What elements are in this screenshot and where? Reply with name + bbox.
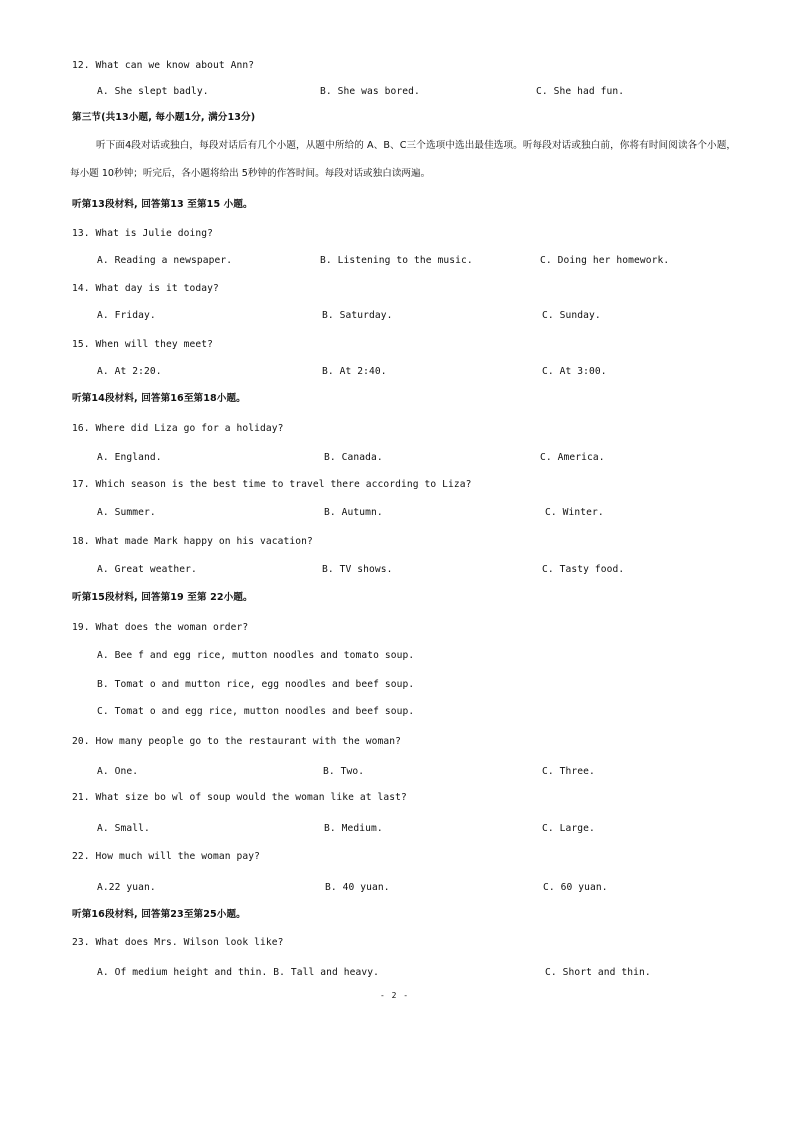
question-21-option-c: C. Large. [542,823,595,834]
question-18-option-c: C. Tasty food. [542,564,625,575]
question-12-stem: 12. What can we know about Ann? [72,60,255,71]
question-14-stem: 14. What day is it today? [72,283,219,294]
question-19-option-c: C. Tomat o and egg rice, mutton noodles and beef soup. [97,706,415,717]
question-20-option-a: A. One. [97,766,139,777]
section-3-title: 第三节(共13小题, 每小题1分, 满分13分) [72,112,256,123]
question-12-option-b: B. She was bored. [320,86,420,97]
question-13-option-b: B. Listening to the music. [320,255,473,266]
section-3-instructions: 听下面4段对话或独白，每段对话后有几个小题，从题中所给的 A、B、C三个选项中选出最佳选项。听每段对话或独白前，你将有时间阅读各个小题，每小题 10秒钟；听完后，各小题将给出 5秒钟的作答时间。每段对话或独白读两遍。 [70,140,736,179]
question-17-option-c: C. Winter. [545,507,604,518]
question-16-option-a: A. England. [97,452,162,463]
question-22-option-b: B. 40 yuan. [325,882,390,893]
material-14-heading: 听第14段材料, 回答第16至第18小题。 [72,393,246,404]
question-13-option-a: A. Reading a newspaper. [97,255,233,266]
question-20-stem: 20. How many people go to the restaurant with the woman? [72,736,402,747]
question-21-option-a: A. Small. [97,823,150,834]
question-13-option-c: C. Doing her homework. [540,255,670,266]
question-18-option-a: A. Great weather. [97,564,197,575]
question-16-option-b: B. Canada. [324,452,383,463]
question-16-option-c: C. America. [540,452,605,463]
question-18-stem: 18. What made Mark happy on his vacation? [72,536,313,547]
question-17-option-a: A. Summer. [97,507,156,518]
question-12-option-c: C. She had fun. [536,86,625,97]
question-15-stem: 15. When will they meet? [72,339,214,350]
page-number: - 2 - [380,991,410,1000]
question-20-option-c: C. Three. [542,766,595,777]
question-21-stem: 21. What size bo wl of soup would the woman like at last? [72,792,407,803]
question-13-stem: 13. What is Julie doing? [72,228,214,239]
question-22-option-c: C. 60 yuan. [543,882,608,893]
question-18-option-b: B. TV shows. [322,564,393,575]
question-12-option-a: A. She slept badly. [97,86,209,97]
question-23-options-a-b: A. Of medium height and thin. B. Tall and heavy. [97,967,380,978]
question-14-option-c: C. Sunday. [542,310,601,321]
question-15-option-c: C. At 3:00. [542,366,607,377]
question-14-option-b: B. Saturday. [322,310,393,321]
question-17-stem: 17. Which season is the best time to travel there according to Liza? [72,479,472,490]
question-14-option-a: A. Friday. [97,310,156,321]
question-23-option-c: C. Short and thin. [545,967,651,978]
material-15-heading: 听第15段材料, 回答第19 至第 22小题。 [72,592,253,603]
question-19-stem: 19. What does the woman order? [72,622,249,633]
question-17-option-b: B. Autumn. [324,507,383,518]
question-22-option-a: A.22 yuan. [97,882,156,893]
question-19-option-b: B. Tomat o and mutton rice, egg noodles and beef soup. [97,679,415,690]
material-13-heading: 听第13段材料, 回答第13 至第15 小题。 [72,199,253,210]
question-20-option-b: B. Two. [323,766,365,777]
question-16-stem: 16. Where did Liza go for a holiday? [72,423,284,434]
question-15-option-a: A. At 2:20. [97,366,162,377]
question-22-stem: 22. How much will the woman pay? [72,851,261,862]
material-16-heading: 听第16段材料, 回答第23至第25小题。 [72,909,246,920]
question-15-option-b: B. At 2:40. [322,366,387,377]
question-23-stem: 23. What does Mrs. Wilson look like? [72,937,284,948]
question-19-option-a: A. Bee f and egg rice, mutton noodles and tomato soup. [97,650,415,661]
question-21-option-b: B. Medium. [324,823,383,834]
